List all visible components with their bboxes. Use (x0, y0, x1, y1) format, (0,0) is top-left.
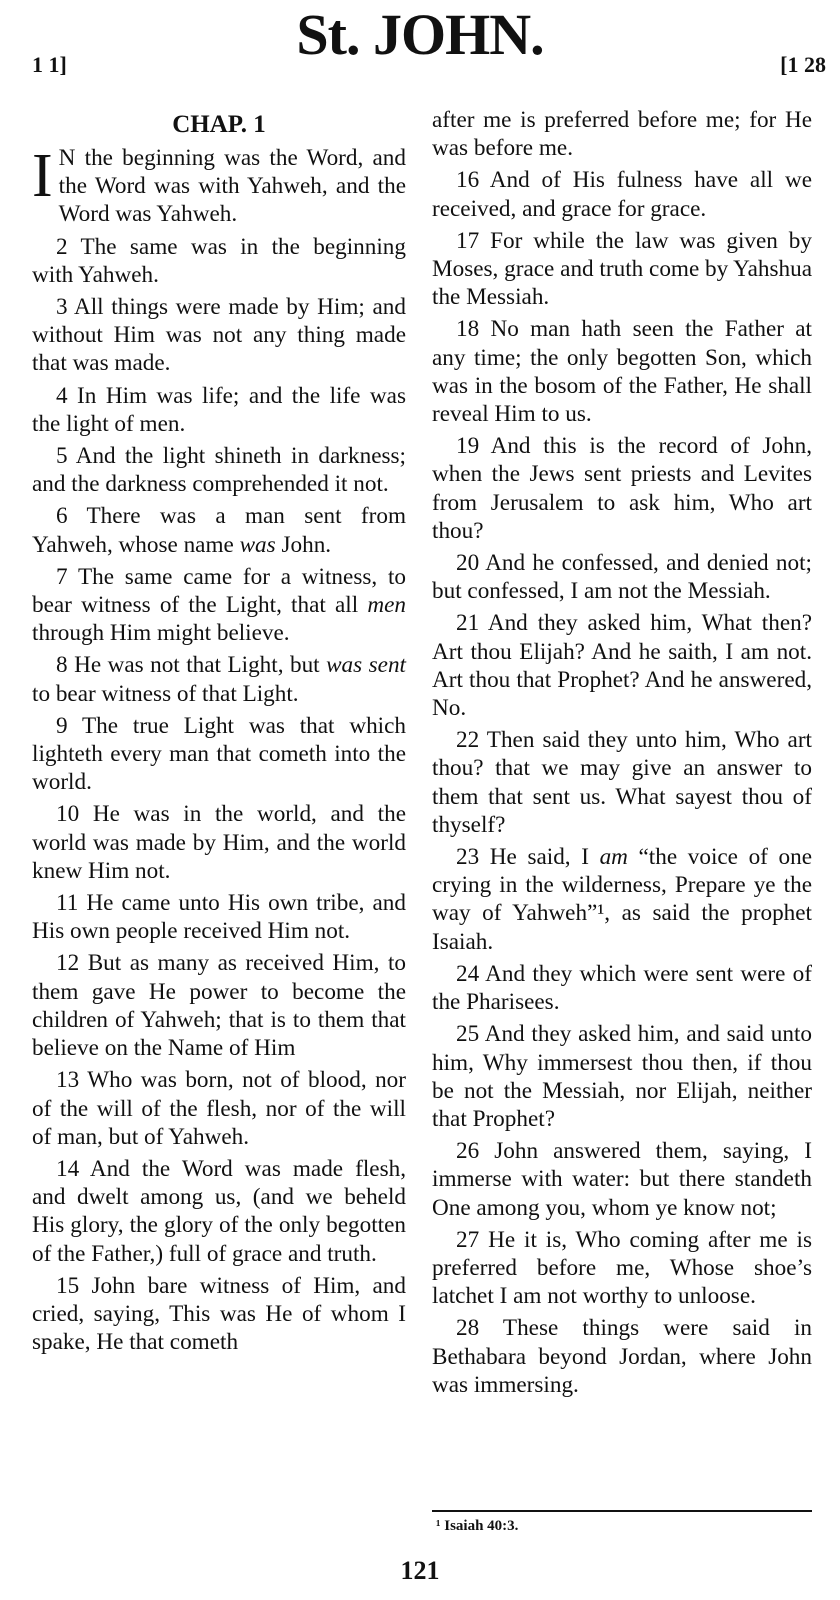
verse-23-text-a: 23 He said, I (456, 844, 600, 871)
footnote-divider (432, 1510, 812, 1512)
verse-26: 26 John answered them, saying, I immerse with water: but there standeth One among you, whom ye know not; (432, 1138, 812, 1221)
verse-10: 10 He was in the world, and the world was made by Him, and the world knew Him not. (32, 801, 406, 884)
verse-20: 20 And he confessed, and denied not; but confessed, I am not the Messiah. (432, 550, 812, 605)
verse-7-text-b: through Him might believe. (32, 620, 290, 647)
page-number: 121 (400, 1556, 440, 1585)
verse-15: 15 John bare witness of Him, and cried, saying, This was He of whom I spake, He that cometh (32, 1272, 406, 1356)
verse-7-text-a: 7 The same came for a witness, to bear witness of the Light, that all (32, 563, 406, 619)
verse-4: 4 In Him was life; and the life was the light of men. (32, 382, 406, 437)
verse-1-text: N the beginning was the Word, and the Word was with Yahweh, and the Word was Yahweh. (58, 145, 406, 228)
verse-1 (32, 144, 406, 229)
verse-14: 14 And the Word was made flesh, and dwelt among us, (and we beheld His glory, the glory of the only begotten of the Father,) full of grace and truth. (32, 1155, 406, 1267)
verse-25: 25 And they asked him, and said unto him, Why immersest thou then, if thou be not the Messiah, nor Elijah, neither that Prophet? (432, 1021, 812, 1132)
verse-6-text-a: 6 There was a man sent from Yahweh, whose name (32, 503, 406, 558)
verse-3: 3 All things were made by Him; and without Him was not any thing made that was made. (32, 294, 406, 377)
verse-16: 16 And of His fulness have all we received, and grace for grace. (432, 167, 812, 222)
verse-23 (432, 843, 812, 956)
verse-18: 18 No man hath seen the Father at any time; the only begotten Son, which was in the bosom of the Father, He shall reveal Him to us. (432, 316, 812, 428)
verse-22: 22 Then said they unto him, Who art thou? that we may give an answer to them that sent us. What sayest thou of thyself? (432, 727, 812, 838)
left-column (32, 106, 406, 1360)
verse-19: 19 And this is the record of John, when the Jews sent priests and Levites from Jerusalem to ask him, Who art thou? (432, 433, 812, 544)
page-title: St. JOHN. (296, 2, 544, 67)
verse-6-italic: was (239, 531, 276, 558)
verse-24: 24 And they which were sent were of the Pharisees. (432, 960, 812, 1016)
verse-23-italic: am (599, 844, 628, 871)
verse-21: 21 And they asked him, What then? Art thou Elijah? And he saith, I am not. Art thou that Prophet? And he answered, No. (432, 610, 812, 722)
verse-9: 9 The true Light was that which lighteth every man that cometh into the world. (32, 712, 406, 796)
verse-8 (32, 651, 406, 707)
footnote: ¹ Isaiah 40:3. (436, 1518, 519, 1534)
verse-8-text-b: to bear witness of that Light. (32, 680, 299, 707)
verse-17: 17 For while the law was given by Moses, grace and truth come by Yahshua the Messiah. (432, 227, 812, 311)
verse-range-end: [1 28 (780, 52, 826, 77)
verse-8-text-a: 8 He was not that Light, but (56, 652, 327, 679)
verse-7-italic: men (367, 592, 406, 619)
verse-6 (32, 502, 406, 558)
chapter-heading: CHAP. 1 (172, 111, 266, 138)
verse-12: 12 But as many as received Him, to them gave He power to become the children of Yahweh; that is to them that believe on the Name of Him (32, 950, 406, 1062)
verse-7 (32, 563, 406, 648)
verse-23-text-b: “the voice of one crying in the wilderness, Prepare ye the way of Yahweh”¹, as said the prophet Isaiah. (432, 844, 812, 955)
verse-6-text-b: John. (275, 531, 332, 558)
verse-27: 27 He it is, Who coming after me is preferred before me, Whose shoe’s latchet I am not worthy to unloose. (432, 1226, 812, 1310)
verse-range-start: 1 1] (32, 52, 67, 77)
verse-5: 5 And the light shineth in darkness; and the darkness comprehended it not. (32, 443, 406, 498)
drop-cap: I (32, 142, 53, 210)
verse-15-continued: after me is preferred before me; for He was before me. (432, 107, 812, 162)
verse-2: 2 The same was in the beginning with Yahweh. (32, 233, 406, 288)
right-column (432, 106, 812, 1403)
verse-8-italic: was sent (326, 652, 406, 679)
verse-28: 28 These things were said in Bethabara beyond Jordan, where John was immersing. (432, 1315, 812, 1398)
verse-13: 13 Who was born, not of blood, nor of the will of the flesh, nor of the will of man, but of Yahweh. (32, 1067, 406, 1150)
verse-11: 11 He came unto His own tribe, and His own people received Him not. (32, 890, 406, 945)
